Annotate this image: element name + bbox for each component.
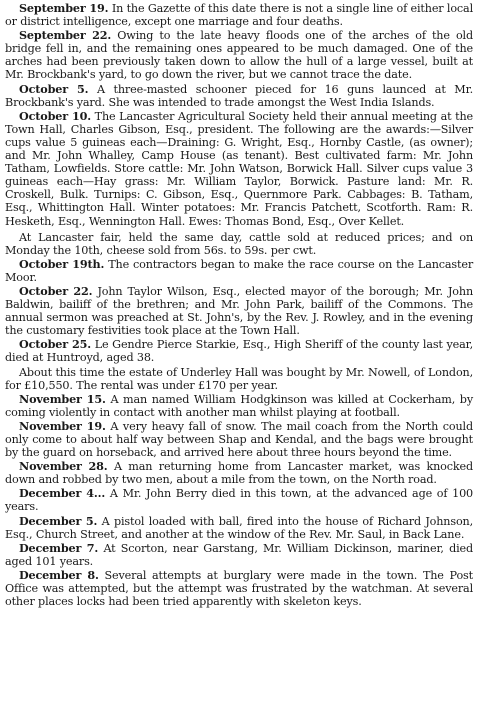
- entry-date: December 8.: [19, 567, 99, 582]
- entry-november-28: [5, 460, 473, 486]
- entry-september-19: [5, 2, 473, 28]
- entry-text: A pistol loaded with ball, fired into the house of Richard Johnson, Esq., Church Street, and another at the window of the Rev. Mr. Saul, in Back Lane.: [5, 514, 473, 541]
- entry-lancaster-fair: [5, 231, 473, 257]
- entry-october-19: [5, 258, 473, 284]
- entry-date: December 7.: [19, 540, 99, 555]
- entry-text: A very heavy fall of snow. The mail coach from the North could only come to about half way between Shap and Kendal, and the bags were brought by the guard on horseback, and arrived here about three hours beyond the time.: [5, 419, 473, 460]
- entry-december-8: [5, 569, 473, 608]
- entry-text: The Lancaster Agricultural Society held their annual meeting at the Town Hall, Charles Gibson, Esq., president. The following are the awards:—Silver cups value 5 guineas each—Draining: G. Wright, Esq., Hornby Castle, (as owner); and Mr. John Whalley, Camp House (as tenant). Best cultivated farm: Mr. John Tatham, Lowfields. Store cattle: Mr. John Watson, Borwick Hall. Silver cups value 3 guineas each—Hay grass: Mr. William Taylor, Borwick. Pasture land: Mr. R. Croskell, Bulk. Turnips: C. Gibson, Esq., Quernmore Park. Cabbages: B. Tatham, Esq., Whittington Hall. Winter potatoes: Mr. Francis Patchett, Scotforth. Ram: R. Hesketh, Esq., Wennington Hall. Ewes: Thomas Bond, Esq., Over Kellet.: [5, 109, 474, 228]
- entry-text: Several attempts at burglary were made in the town. The Post Office was attempted, but the attempt was frustrated by the watchman. At several other places locks had been tried apparently with skeleton keys.: [5, 568, 473, 609]
- entry-november-19: [5, 420, 473, 459]
- entry-date: October 25.: [19, 337, 92, 352]
- entry-date: December 5.: [19, 513, 98, 528]
- entry-date: October 5.: [19, 81, 89, 96]
- entry-date: October 10.: [19, 108, 91, 123]
- entry-date: November 28.: [19, 459, 108, 474]
- entry-date: September 19.: [19, 1, 109, 15]
- entry-october-25: [5, 338, 473, 364]
- entry-text: A three-masted schooner pieced for 16 guns launced at Mr. Brockbank's yard. She was intended to trade amongst the West India Islands.: [5, 82, 473, 109]
- entry-text: At Scorton, near Garstang, Mr. William Dickinson, mariner, died aged 101 years.: [5, 541, 473, 568]
- entry-december-5: [5, 515, 473, 541]
- entry-november-15: [5, 393, 473, 419]
- entry-text: The contractors began to make the race course on the Lancaster Moor.: [5, 257, 474, 284]
- entry-text: A man named William Hodgkinson was killed at Cockerham, by coming violently in contact with another man whilst playing at football.: [5, 392, 473, 419]
- entry-underley-hall: [5, 366, 473, 392]
- entry-text: In the Gazette of this date there is not a single line of either local or district intelligence, except one marriage and four deaths.: [5, 2, 473, 29]
- entry-december-7: [5, 542, 473, 568]
- entry-date: October 19th.: [19, 256, 105, 271]
- entry-text: About this time the estate of Underley Hall was bought by Mr. Nowell, of London, for £10,550. The rental was under £170 per year.: [5, 365, 473, 392]
- entry-date: December 4...: [19, 486, 106, 501]
- entry-text: Owing to the late heavy floods one of the arches of the old bridge fell in, and the remaining ones appeared to be much damaged. One of the arches had been previously taken down to allow the hull of a large vessel, built at Mr. Brockbank's yard, to go down the river, but we cannot trace the date.: [5, 29, 473, 82]
- entry-december-4: [5, 487, 473, 513]
- entry-october-10: [5, 110, 473, 228]
- entry-text: A Mr. John Berry died in this town, at the advanced age of 100 years.: [5, 487, 474, 514]
- entry-text: Le Gendre Pierce Starkie, Esq., High Sheriff of the county last year, died at Huntroyd, aged 38.: [5, 338, 473, 365]
- entry-date: November 15.: [19, 391, 106, 406]
- entry-october-5: [5, 83, 473, 109]
- entry-date: October 22.: [19, 283, 93, 298]
- entry-october-22: [5, 285, 473, 337]
- entry-text: John Taylor Wilson, Esq., elected mayor of the borough; Mr. John Baldwin, bailiff of the brethren; and Mr. John Park, bailiff of the Commons. The annual sermon was preached at St. John's, by the Rev. J. Rowley, and in the evening the customary festivities took place at the Town Hall.: [5, 284, 474, 338]
- entry-text: A man returning home from Lancaster market, was knocked down and robbed by two men, about a mile from the town, on the North road.: [5, 460, 473, 487]
- entry-date: September 22.: [19, 28, 112, 43]
- entry-text: At Lancaster fair, held the same day, cattle sold at reduced prices; and on Monday the 10th, cheese sold from 56s. to 59s. per cwt.: [5, 230, 473, 257]
- entry-september-22: [5, 29, 473, 81]
- entry-date: November 19.: [19, 418, 106, 433]
